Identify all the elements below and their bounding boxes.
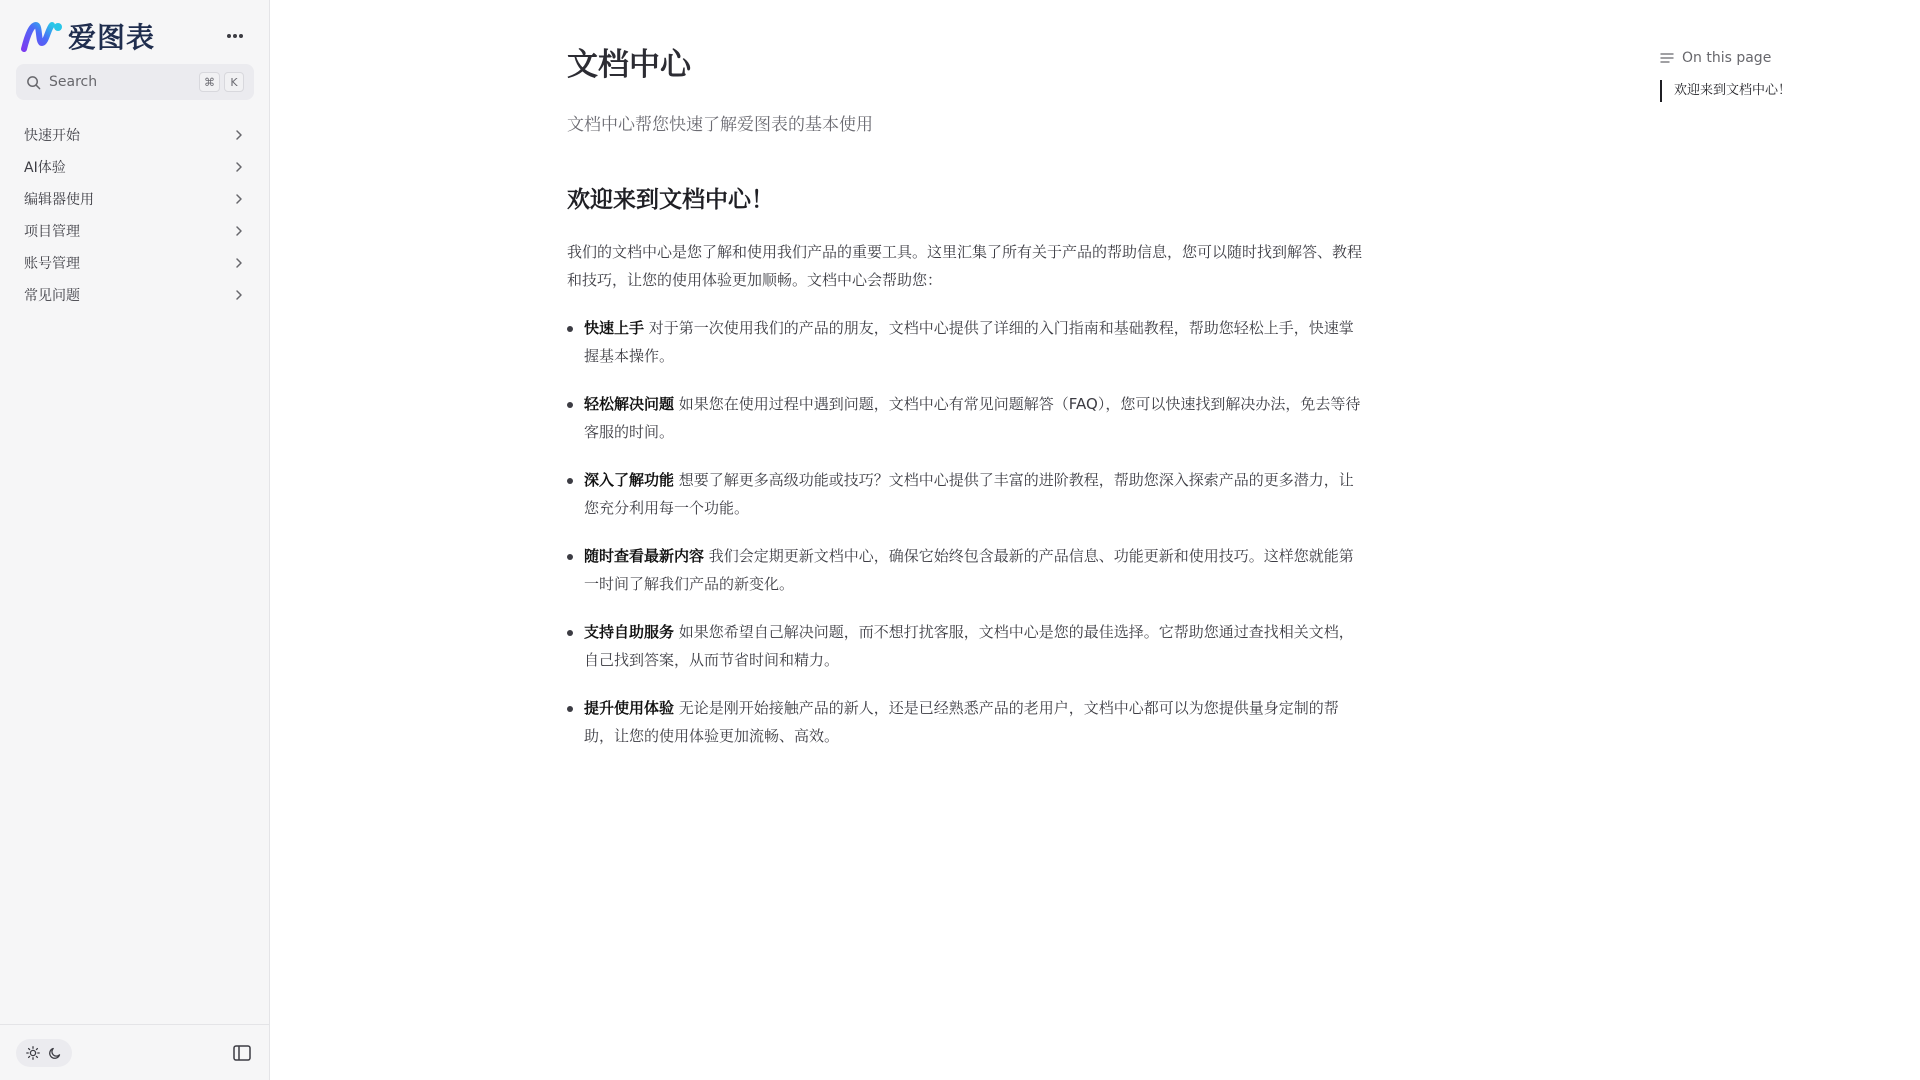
feature-text: 对于第一次使用我们的产品的朋友，文档中心提供了详细的入门指南和基础教程，帮助您轻松上手，快速掌握基本操作。 bbox=[584, 319, 1354, 365]
feature-title: 提升使用体验 bbox=[584, 699, 675, 717]
search-placeholder: Search bbox=[49, 74, 98, 90]
sidebar-item-faq[interactable] bbox=[16, 279, 254, 311]
feature-text: 无论是刚开始接触产品的新人，还是已经熟悉产品的老用户，文档中心都可以为您提供量身定制的帮助，让您的使用体验更加流畅、高效。 bbox=[584, 699, 1339, 745]
section-title: 欢迎来到文档中心！ bbox=[567, 187, 774, 213]
sidebar-item-ai-experience[interactable] bbox=[16, 151, 254, 183]
list-item bbox=[567, 390, 1363, 446]
search-shortcut bbox=[199, 72, 244, 92]
list-item bbox=[567, 618, 1363, 674]
toc-list bbox=[1660, 80, 1880, 102]
sidebar-item-editor[interactable] bbox=[16, 183, 254, 215]
feature-text: 如果您希望自己解决问题，而不想打扰客服，文档中心是您的最佳选择。它帮助您通过查找相关文档，自己找到答案，从而节省时间和精力。 bbox=[584, 623, 1354, 669]
brand-row bbox=[20, 18, 249, 54]
toc-heading bbox=[1660, 48, 1880, 68]
sidebar-nav bbox=[16, 119, 254, 311]
moon-icon[interactable] bbox=[46, 1044, 64, 1062]
sidebar-item-label: 快速开始 bbox=[24, 128, 80, 144]
more-dots-icon bbox=[226, 33, 244, 39]
chevron-right-icon bbox=[232, 288, 246, 302]
page-lead: 文档中心帮您快速了解爱图表的基本使用 bbox=[567, 115, 873, 135]
list-item bbox=[567, 542, 1363, 598]
feature-text: 我们会定期更新文档中心，确保它始终包含最新的产品信息、功能更新和使用技巧。这样您就能第一时间了解我们产品的新变化。 bbox=[584, 547, 1354, 593]
sidebar-item-projects[interactable] bbox=[16, 215, 254, 247]
sidebar-item-account[interactable] bbox=[16, 247, 254, 279]
list-item bbox=[567, 466, 1363, 522]
chevron-right-icon bbox=[232, 192, 246, 206]
toggle-sidebar-button[interactable] bbox=[230, 1041, 254, 1065]
feature-title: 轻松解决问题 bbox=[584, 395, 675, 413]
sidebar-item-label: 账号管理 bbox=[24, 256, 80, 272]
sun-icon[interactable] bbox=[24, 1044, 42, 1062]
toc-heading-label: On this page bbox=[1682, 50, 1772, 66]
chevron-right-icon bbox=[232, 128, 246, 142]
brand-name[interactable]: 爱图表 bbox=[68, 21, 156, 54]
search-icon bbox=[26, 75, 41, 90]
feature-title: 支持自助服务 bbox=[584, 623, 675, 641]
sidebar-footer bbox=[0, 1024, 270, 1080]
feature-title: 随时查看最新内容 bbox=[584, 547, 705, 565]
list-item bbox=[567, 694, 1363, 750]
more-menu-button[interactable] bbox=[221, 22, 249, 50]
feature-text: 如果您在使用过程中遇到问题，文档中心有常见问题解答（FAQ），您可以快速找到解决办法，免去等待客服的时间。 bbox=[584, 395, 1361, 441]
page-title: 文档中心 bbox=[567, 47, 691, 83]
feature-text: 想要了解更多高级功能或技巧？文档中心提供了丰富的进阶教程，帮助您深入探索产品的更多潜力，让您充分利用每一个功能。 bbox=[584, 471, 1354, 517]
feature-list bbox=[567, 314, 1363, 750]
list-item bbox=[567, 314, 1363, 370]
chevron-right-icon bbox=[232, 224, 246, 238]
intro-paragraph: 我们的文档中心是您了解和使用我们产品的重要工具。这里汇集了所有关于产品的帮助信息，您可以随时找到解答、教程和技巧，让您的使用体验更加顺畅。文档中心会帮助您： bbox=[567, 243, 1363, 289]
sidebar-panel-icon bbox=[233, 1045, 251, 1061]
theme-toggle[interactable] bbox=[16, 1039, 72, 1067]
sidebar-item-label: 编辑器使用 bbox=[24, 192, 94, 208]
sidebar-item-quick-start[interactable] bbox=[16, 119, 254, 151]
doc-content bbox=[567, 44, 1363, 770]
chevron-right-icon bbox=[232, 160, 246, 174]
search-button[interactable] bbox=[16, 64, 254, 100]
feature-title: 快速上手 bbox=[584, 319, 645, 337]
toc-link[interactable]: 欢迎来到文档中心！ bbox=[1674, 83, 1792, 98]
shortcut-mod-key: ⌘ bbox=[199, 72, 220, 92]
sidebar-item-label: 项目管理 bbox=[24, 224, 80, 240]
feature-title: 深入了解功能 bbox=[584, 471, 675, 489]
logo-icon[interactable] bbox=[20, 19, 64, 53]
list-icon bbox=[1660, 51, 1674, 65]
shortcut-key: K bbox=[224, 72, 244, 92]
sidebar bbox=[0, 0, 270, 1080]
on-this-page bbox=[1660, 48, 1880, 102]
chevron-right-icon bbox=[232, 256, 246, 270]
sidebar-item-label: 常见问题 bbox=[24, 288, 80, 304]
sidebar-item-label: AI体验 bbox=[24, 160, 66, 176]
